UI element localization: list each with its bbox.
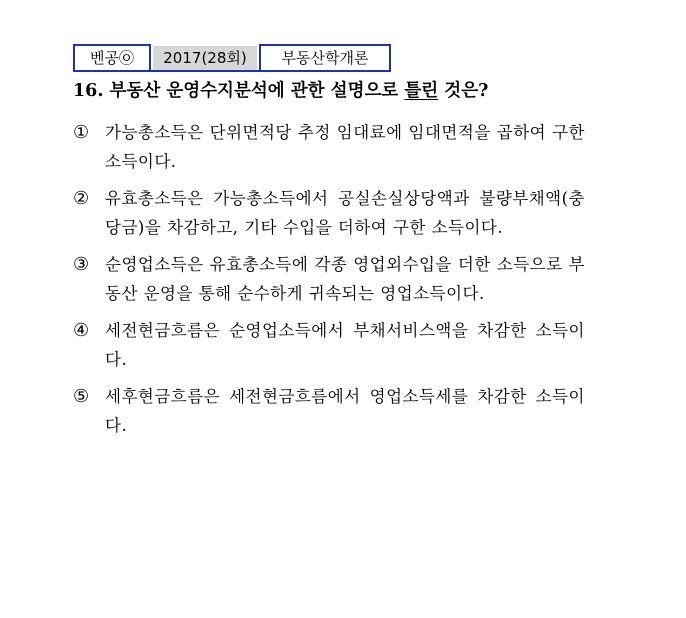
option-3-number: ③ [73, 254, 90, 275]
option-5 [73, 382, 593, 440]
option-3 [73, 250, 593, 308]
subject-tab: 부동산학개론 [259, 44, 391, 71]
question-suffix: 것은? [438, 81, 489, 101]
option-3-text: 순영업소득은 유효총소득에 각종 영업외수입을 더한 소득으로 부동산 운영을 통해 순수하게 귀속되는 영업소득이다. [105, 255, 585, 303]
option-4-text: 세전현금흐름은 순영업소득에서 부채서비스액을 차감한 소득이다. [105, 321, 585, 369]
exam-year-tab: 2017(28회) [153, 46, 257, 70]
option-5-text: 세후현금흐름은 세전현금흐름에서 영업소득세를 차감한 소득이다. [105, 387, 585, 435]
option-4-number: ④ [73, 320, 90, 341]
option-4 [73, 316, 593, 374]
option-5-number: ⑤ [73, 386, 90, 407]
series-tab: 벤공㉧ [73, 44, 151, 71]
question-emphasis: 틀린 [404, 81, 439, 101]
answer-options [73, 118, 593, 444]
question-prefix: 16. 부동산 운영수지분석에 관한 설명으로 [73, 81, 405, 101]
option-2-text: 유효총소득은 가능총소득에서 공실손실상당액과 불량부채액(충당금)을 차감하고, 기타 수입을 더하여 구한 소득이다. [105, 189, 585, 237]
option-1 [73, 118, 593, 176]
option-1-number: ① [73, 122, 90, 143]
exam-header [73, 44, 391, 72]
question-stem [73, 80, 573, 102]
header-divider [73, 70, 391, 72]
option-2 [73, 184, 593, 242]
option-1-text: 가능총소득은 단위면적당 추정 임대료에 임대면적을 곱하여 구한 소득이다. [105, 123, 585, 171]
option-2-number: ② [73, 188, 90, 209]
